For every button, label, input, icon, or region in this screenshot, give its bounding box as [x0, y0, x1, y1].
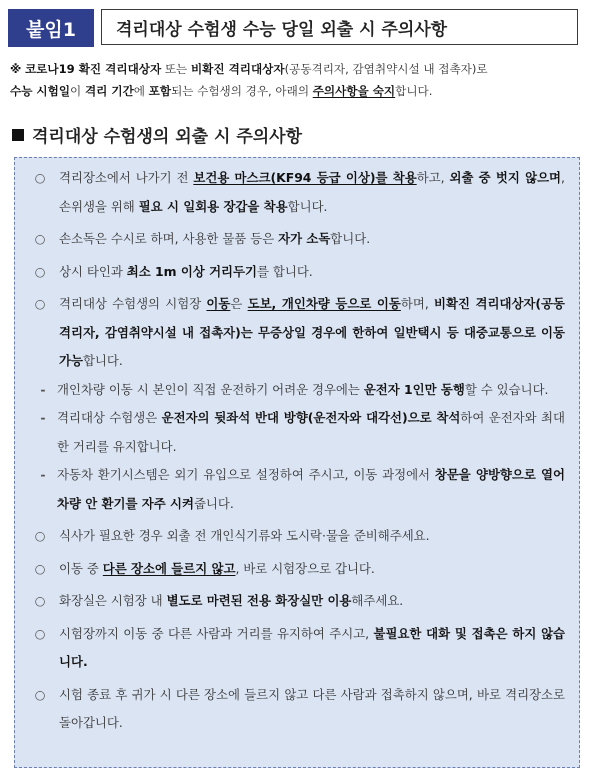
list-item	[31, 225, 565, 254]
circle-bullet-icon: ○	[34, 593, 46, 608]
item-text: 화장실은 시험장 내	[59, 593, 167, 608]
item-text: 줍니다.	[193, 495, 234, 511]
item-text: 격리장소에서 나가기 전	[59, 170, 194, 185]
item-text: , 바로 시험장으로 갑니다.	[235, 560, 375, 576]
notice-unconfirmed-isolation: 비확진 격리대상자	[190, 62, 285, 76]
item-text: 하여 운전자와 최대한 거리를 유지합니다.	[57, 410, 565, 454]
notice-included: 포함	[148, 84, 172, 98]
section-heading	[12, 122, 302, 147]
item-text: 시험장까지 이동 중 다른 사람과 거리를 유지하여 주시고,	[59, 625, 374, 641]
item-text: 이동 중	[59, 560, 103, 576]
item-text: 시험 종료 후 귀가 시 다른 장소에 들르지 않고 다른 사람과 접촉하지 않으며, 바로 격리장소로 돌아갑니다.	[59, 686, 565, 730]
item-emphasis: 운전자 1인만 동행	[363, 381, 465, 397]
reference-mark: ※	[10, 62, 22, 76]
notice-text: (공동격리자, 감염취약시설 내 접촉자)로	[284, 62, 488, 76]
item-emphasis: 창문을 양방향으로 열어 차량 안 환기를 자주 시켜	[57, 467, 565, 511]
item-text: 를 합니다.	[256, 263, 313, 279]
item-text: 합니다.	[82, 353, 123, 368]
notice-text: 에	[133, 84, 149, 98]
item-text: 격리대상 수험생의 시험장	[59, 296, 207, 311]
item-text: 합니다.	[330, 231, 371, 246]
list-item	[31, 258, 565, 287]
circle-bullet-icon: ○	[34, 263, 46, 279]
item-emphasis: 외출 중 벗지 않으며	[449, 170, 562, 185]
precautions-panel	[14, 157, 580, 768]
circle-bullet-icon: ○	[34, 625, 46, 641]
item-text: 격리대상 수험생은	[57, 410, 162, 425]
item-text: 개인차량 이동 시 본인이 직접 운전하기 어려운 경우에는	[57, 381, 364, 397]
circle-bullet-icon: ○	[34, 231, 46, 246]
section-heading-text: 격리대상 수험생의 외출 시 주의사항	[32, 127, 303, 147]
notice-text: 또는	[161, 62, 191, 76]
item-text: 은	[230, 296, 248, 311]
item-emphasis: 최소 1m 이상 거리두기	[126, 263, 257, 279]
notice-confirmed-isolation: 코로나19 확진 격리대상자	[24, 62, 162, 76]
square-bullet-icon	[12, 129, 24, 141]
list-item	[31, 587, 565, 616]
item-text: 자동차 환기시스템은 외기 유입으로 설정하여 주시고, 이동 과정에서	[57, 467, 435, 482]
list-item	[31, 164, 565, 221]
list-item	[31, 620, 565, 677]
item-emphasis: 이동	[206, 296, 231, 311]
list-item	[31, 522, 565, 551]
sub-list-item	[31, 461, 565, 518]
item-text: 손소독은 수시로 하며, 사용한 물품 등은	[59, 231, 279, 246]
notice-text: 되는 수험생의 경우, 아래의	[171, 84, 313, 98]
circle-bullet-icon: ○	[34, 170, 46, 185]
notice-exam-day: 수능 시험일	[10, 84, 71, 98]
item-text: 합니다.	[287, 198, 328, 214]
item-emphasis: 운전자의 뒷좌석 반대 방향(운전자와 대각선)으로 착석	[161, 410, 461, 425]
dash-bullet-icon: -	[40, 467, 46, 482]
list-item	[31, 290, 565, 376]
notice-text: 합니다.	[395, 84, 433, 98]
document-title: 격리대상 수험생 수능 당일 외출 시 주의사항	[101, 9, 578, 45]
list-item	[31, 681, 565, 738]
item-emphasis: 자가 소독	[278, 231, 331, 246]
item-emphasis: 다른 장소에 들르지 않고	[102, 560, 236, 576]
item-emphasis: 별도로 마련된 전용 화장실만 이용	[166, 593, 352, 608]
item-emphasis: 보건용 마스크(KF94 등급 이상)를 착용	[193, 170, 417, 185]
circle-bullet-icon: ○	[34, 528, 46, 543]
item-emphasis: 필요 시 일회용 장갑을 착용	[138, 198, 288, 214]
item-text: 해주세요.	[351, 593, 404, 608]
item-text: 상시 타인과	[59, 263, 127, 279]
item-text: 할 수 있습니다.	[464, 381, 549, 397]
item-text: 식사가 필요한 경우 외출 전 개인식기류와 도시락·물을 준비해주세요.	[59, 528, 430, 543]
item-emphasis: 도보, 개인차량 등으로 이동	[247, 296, 401, 311]
sub-list-item	[31, 404, 565, 461]
list-item	[31, 555, 565, 584]
notice-isolation-period: 격리 기간	[84, 84, 134, 98]
notice-must-read: 주의사항을 숙지	[312, 84, 396, 98]
item-emphasis: 불필요한 대화 및 접촉은 하지 않습니다.	[59, 625, 566, 669]
circle-bullet-icon: ○	[34, 560, 46, 576]
header	[8, 9, 578, 47]
item-text: 하며,	[400, 296, 435, 311]
item-emphasis: 비확진 격리대상자(공동격리자, 감염취약시설 내 접촉자)는 무증상일 경우에 한하여 일반택시 등 대중교통으로 이동 가능	[59, 296, 565, 368]
item-text: , 손위생을 위해	[59, 170, 565, 214]
circle-bullet-icon: ○	[34, 686, 46, 702]
notice-text: 이	[70, 84, 85, 98]
notice-paragraph	[10, 58, 580, 102]
dash-bullet-icon: -	[40, 381, 46, 397]
dash-bullet-icon: -	[40, 410, 46, 425]
item-text: 하고,	[416, 170, 450, 185]
attachment-badge: 붙임1	[8, 9, 94, 47]
sub-list-item	[31, 376, 565, 405]
circle-bullet-icon: ○	[34, 296, 46, 311]
